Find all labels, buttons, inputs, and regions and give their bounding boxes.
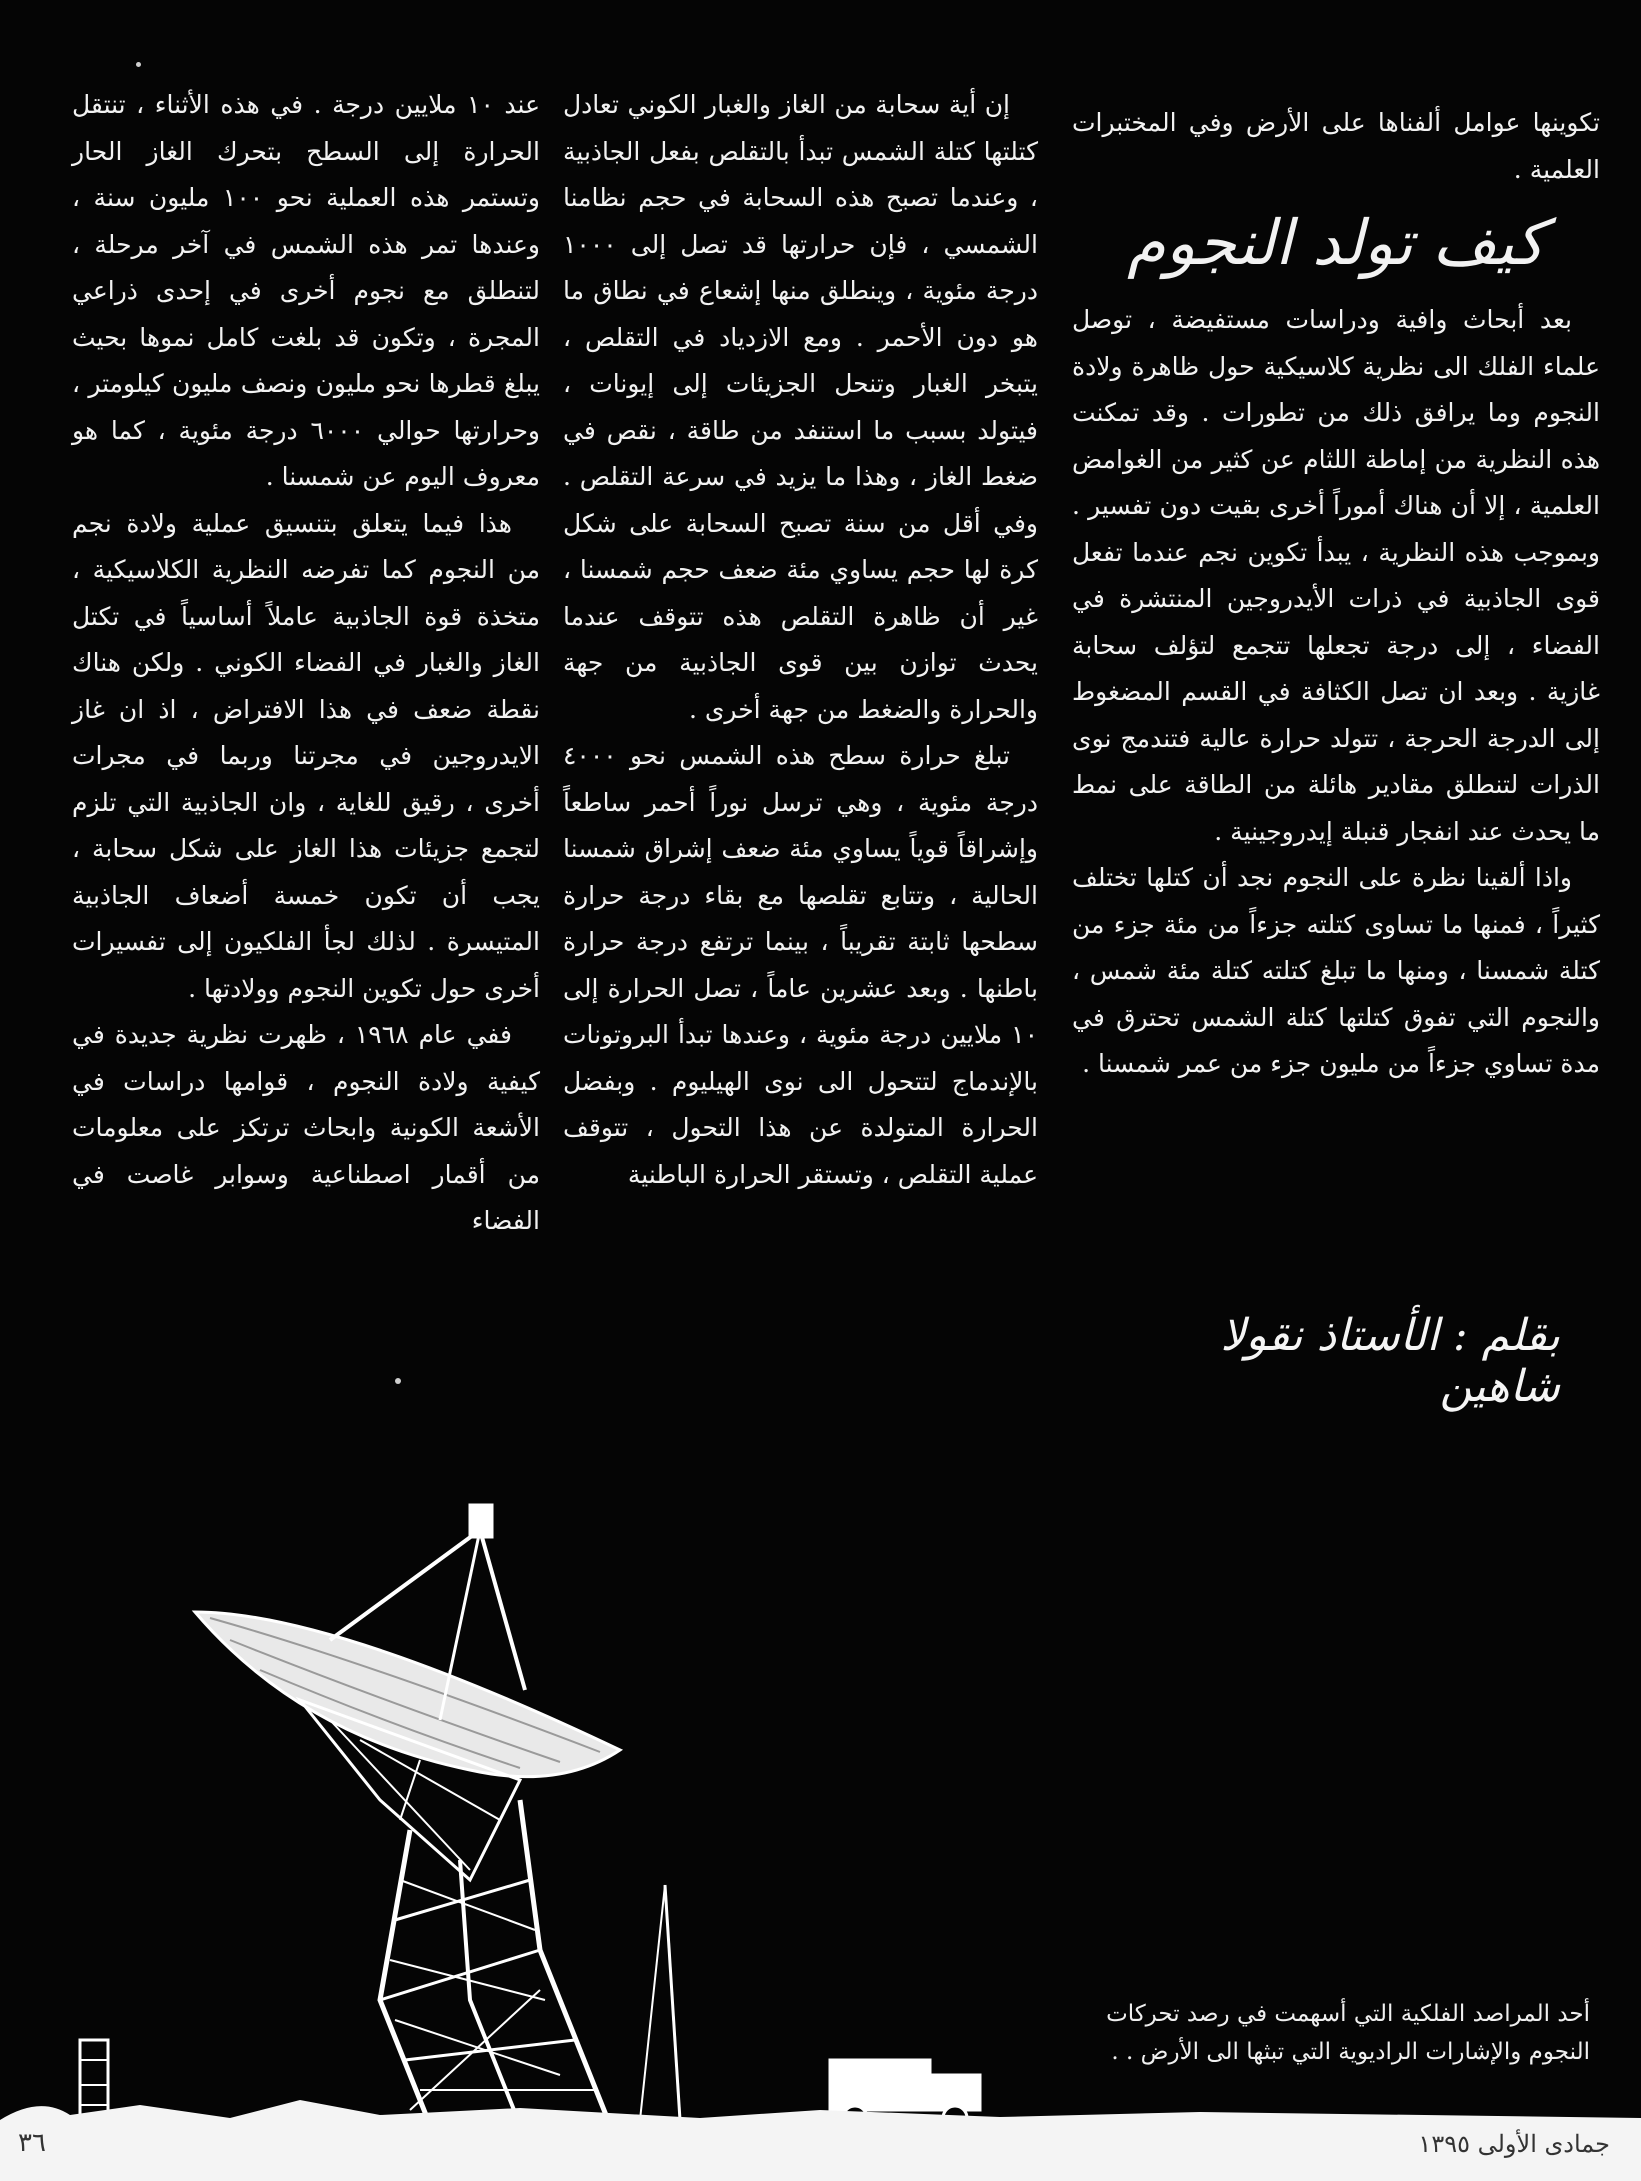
paragraph: إن أية سحابة من الغاز والغبار الكوني تعادل كتلتها كتلة الشمس تبدأ بالتقلص بفعل الجاذبية ، وعندما تصبح هذه السحابة في حجم نظامنا الشمسي ، فإن حرارتها قد تصل إلى ١٠٠٠ درجة مئوية ، وينطلق منها إشعاع في نطاق ما هو دون الأحمر . ومع الازدياد في التقلص ، يتبخر الغبار وتنحل الجزيئات إلى إيونات ، فيتولد بسبب ما استنفد من طاقة ، نقص في ضغط الغاز ، وهذا ما يزيد في سرعة التقلص . وفي أقل من سنة تصبح السحابة على شكل كرة لها حجم يساوي مئة ضعف حجم شمسنا ، غير أن ظاهرة التقلص هذه تتوقف عندما يحدث توازن بين قوى الجاذبية من جهة والحرارة والضغط من جهة أخرى .: [563, 90, 1038, 724]
paragraph: تكوينها عوامل ألفناها على الأرض وفي المختبرات العلمية .: [1072, 108, 1600, 184]
issue-date: جمادى الأولى ١٣٩٥: [1418, 2130, 1610, 2158]
page-number: ٣٦: [18, 2128, 46, 2158]
article-byline: بقلم : الأستاذ نقولا شاهين: [1220, 1310, 1560, 1412]
paragraph: عند ١٠ ملايين درجة . في هذه الأثناء ، تنتقل الحرارة إلى السطح بتحرك الغاز الحار وتستمر هذه العملية نحو ١٠٠ مليون سنة ، وعندها تمر هذه الشمس في آخر مرحلة ، لتنطلق مع نجوم أخرى في إحدى ذراعي المجرة ، وتكون قد بلغت كامل نموها بحيث يبلغ قطرها نحو مليون ونصف مليون كيلومتر ، وحرارتها حوالي ٦٠٠٠ درجة مئوية ، كما هو معروف اليوم عن شمسنا .: [72, 90, 541, 491]
paragraph: بعد أبحاث وافية ودراسات مستفيضة ، توصل علماء الفلك الى نظرية كلاسيكية حول ظاهرة ولادة النجوم وما يرافق ذلك من تطورات . وقد تمكنت هذه النظرية من إماطة اللثام عن كثير من الغوامض العلمية ، إلا أن هناك أموراً أخرى بقيت دون تفسير . وبموجب هذه النظرية ، يبدأ تكوين نجم عندما تفعل قوى الجاذبية في ذرات الأيدروجين المنتشرة في الفضاء ، إلى درجة تجعلها تتجمع لتؤلف سحابة غازية . وبعد ان تصل الكثافة في القسم المضغوط إلى الدرجة الحرجة ، تتولد حرارة عالية فتندمج نوى الذرات لتنطلق مقادير هائلة من الطاقة على نمط ما يحدث عند انفجار قنبلة إيدروجينية .: [1072, 305, 1600, 846]
paragraph: ففي عام ١٩٦٨ ، ظهرت نظرية جديدة في كيفية ولادة النجوم ، قوامها دراسات في الأشعة الكونية وابحاث ترتكز على معلومات من أقمار اصطناعية وسوابر غاصت في الفضاء: [72, 1020, 540, 1235]
paragraph: هذا فيما يتعلق بتنسيق عملية ولادة نجم من النجوم كما تفرضه النظرية الكلاسيكية ، متخذة قوة الجاذبية عاملاً أساسياً في تكتل الغاز والغبار في الفضاء الكوني . ولكن هناك نقطة ضعف في هذا الافتراض ، اذ ان غاز الايدروجين في مجرتنا وربما في مجرات أخرى ، رقيق للغاية ، وان الجاذبية التي تلزم لتجمع جزيئات هذا الغاز على شكل سحابة ، يجب أن تكون خمسة أضعاف الجاذبية المتيسرة . لذلك لجأ الفلكيون إلى تفسيرات أخرى حول تكوين النجوم وولادتها .: [72, 508, 540, 1003]
article-title: كيف تولد النجوم: [1127, 206, 1545, 279]
paragraph: تبلغ حرارة سطح هذه الشمس نحو ٤٠٠٠ درجة مئوية ، وهي ترسل نوراً أحمر ساطعاً وإشراقاً قوياً يساوي مئة ضعف إشراق شمسنا الحالية ، وتتابع تقلصها مع بقاء درجة حرارة سطحها ثابتة تقريباً ، بينما ترتفع درجة حرارة باطنها . وبعد عشرين عاماً ، تصل الحرارة إلى ١٠ ملايين درجة مئوية ، وعندها تبدأ البروتونات بالإندماج لتتحول الى نوى الهيليوم . وبفضل الحرارة المتولدة عن هذا التحول ، تتوقف عملية التقلص ، وتستقر الحرارة الباطنية: [563, 741, 1038, 1189]
paragraph: واذا ألقينا نظرة على النجوم نجد أن كتلها تختلف كثيراً ، فمنها ما تساوى كتلته جزءاً من مئة جزء من كتلة شمسنا ، ومنها ما تبلغ كتلته كتلة مئة شمس ، والنجوم التي تفوق كتلتها كتلة الشمس تحترق في مدة تساوي جزءاً من مليون جزء من عمر شمسنا .: [1072, 863, 1600, 1078]
photo-caption: أحد المراصد الفلكية التي أسهمت في رصد تحركات النجوم والإشارات الراديوية التي تبثها الى الأرض . .: [1106, 2001, 1590, 2065]
